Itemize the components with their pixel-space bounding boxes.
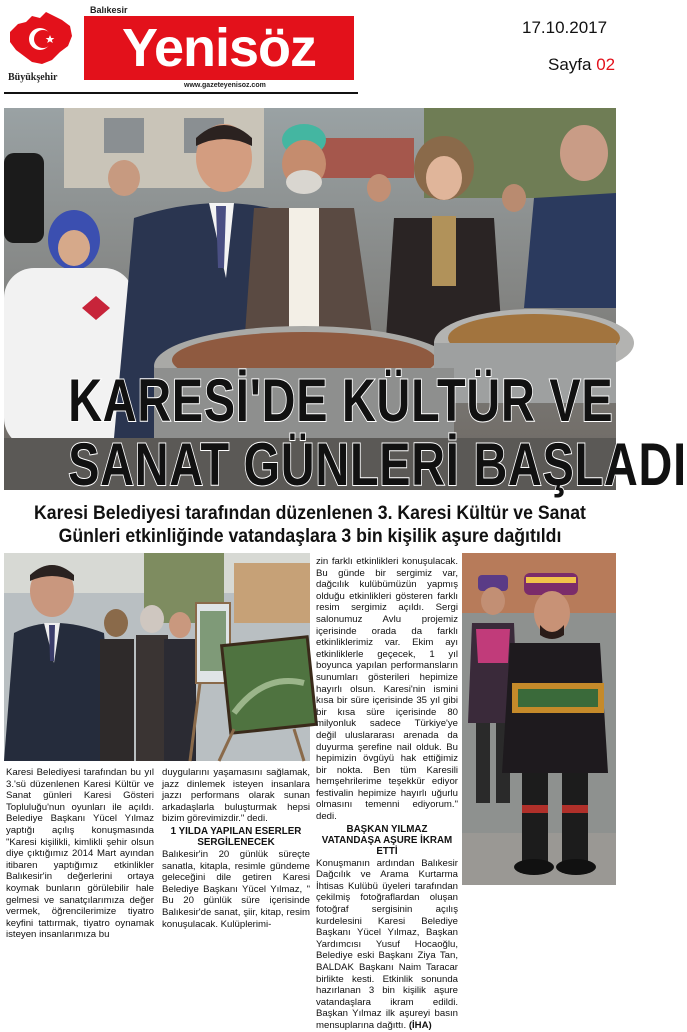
news-source: (İHA) bbox=[408, 1019, 432, 1031]
folk-dancers-photo-illustration bbox=[462, 553, 616, 885]
section-subhead: 1 YILDA YAPILAN ESERLER SERGİLENECEK bbox=[170, 825, 302, 848]
article-paragraph: zin farklı etkinlikleri konuşulacak. Bu günde bir sergimiz var, dağcılık kulübümüzün yapmış olduğu etkinlikleri gösteren farklı resim sergimiz açıldı. Sergi salonumuz Avlu projemiz içerisinde orada da farklı etkinliklerimiz var. Ekim ayı etkinliklerle geçecek, 1 yıl boyunca yapılan performansların sunumları gösterileri hepimize hayırlı olsun. Karesi'nin ismini kısa bir süre içerisinde 35 yıl gibi bir kısa süre içerisinde 80 milyonluk sadece Türkiye'ye değil uluslararası arenada da duyurma şerefine nail olduk. Bu hepimizin övgüyü hak ettiğimiz bir nokta. Ben tüm Karesili hemşehrilerime teşekkür ediyor festivalin hepimize hayırlı uğurlu olmasını temenni ediyorum." dedi. bbox=[316, 556, 458, 823]
article-paragraph bbox=[316, 858, 458, 1032]
buyuksehir-label: Büyükşehir bbox=[8, 72, 58, 83]
article-column-3 bbox=[316, 556, 458, 1032]
section-subhead: BAŞKAN YILMAZ VATANDAŞA AŞURE İKRAM ETTİ bbox=[321, 823, 453, 857]
brand-logo bbox=[84, 16, 354, 80]
folk-dancers-photo bbox=[462, 553, 616, 885]
article-paragraph: duygularını yaşamasını sağlamak, jazz dinlemek isteyen insanlara jazzı performans olarak sunan arkadaşlarla buluşturmak hepsi bizim görevimizdir." dedi. bbox=[162, 767, 310, 825]
website-link[interactable]: www.gazeteyenisoz.com bbox=[184, 82, 266, 89]
headline-line-2: SANAT GÜNLERİ BAŞLADI bbox=[68, 431, 687, 498]
turkey-map-flag-icon bbox=[6, 8, 76, 70]
article-paragraph: Karesi Belediyesi tarafından bu yıl 3.'sü düzenlenen Karesi Kültür ve Sanat günleri Karesi Gösteri Topluluğu'nun oyunları ile açıldı. Belediye Başkanı Yücel Yılmaz yaptığı açılış konuşmasında "Karesi kişilikli, kimlikli şehir olsun diye çıktığımız 2014 Mart ayından itibaren yaptığımız etkinlikler Balıkesir'in değerlerini ortaya koymak bunların görülebilir hale gelmesi ve sanatçılarımıza değer vermek, öğrencilerimize tiyatro keyfini tattırmak, tiyatro oynamak isteyen insanlarımıza bu bbox=[6, 767, 154, 941]
page-number-value: 02 bbox=[596, 55, 616, 74]
article-paragraph: Balıkesir'in 20 günlük süreçte sanatla, kitapla, resimle gündeme geleceğini dile getiren Karesi Belediye Başkanı Yücel Yılmaz, " Bu 20 günlük süre içerisinde Balıkesir'de sanat, şiir, kitap, resim konuşulacak. Kulüplerimi- bbox=[162, 848, 310, 930]
brand-name: Yenisöz bbox=[121, 18, 317, 78]
article-column-1 bbox=[6, 767, 154, 941]
page-number bbox=[548, 55, 615, 75]
city-label: Balıkesir bbox=[90, 5, 128, 15]
article-paragraph-text: Konuşmanın ardından Balıkesir Dağcılık ve Arama Kurtarma İhtisas Kulübü üyeleri tarafından çekilmiş fotoğraflardan oluşan fotoğraf sergisinin açılış kurdelesini Karesi Belediye Başkanı Yücel Yılmaz, Başkan Yardımcısı Yusuf Hocaoğlu, Belediye eski Başkanı Ziya Tan, BALDAK Başkanı Naim Taracar birlikte kesti. Etkinlik sonunda hazırlanan 3 bin kişilik aşure vatandaşlara ikram edildi. Başkan Yılmaz ilk aşureyi basın mensuplarına dağıttı. bbox=[316, 857, 458, 1031]
masthead bbox=[0, 0, 620, 100]
headline-line-1: KARESİ'DE KÜLTÜR VE bbox=[68, 367, 614, 434]
exhibition-photo-illustration bbox=[4, 553, 310, 761]
page-label: Sayfa bbox=[548, 55, 592, 74]
exhibition-photo bbox=[4, 553, 310, 761]
issue-date: 17.10.2017 bbox=[522, 18, 608, 37]
masthead-rule bbox=[4, 92, 358, 94]
subheadline: Karesi Belediyesi tarafından düzenlenen 3. Karesi Kültür ve Sanat Günleri etkinliğinde vatandaşlara 3 bin kişilik aşure dağıtıldı bbox=[34, 503, 586, 547]
article-column-2 bbox=[162, 767, 310, 930]
